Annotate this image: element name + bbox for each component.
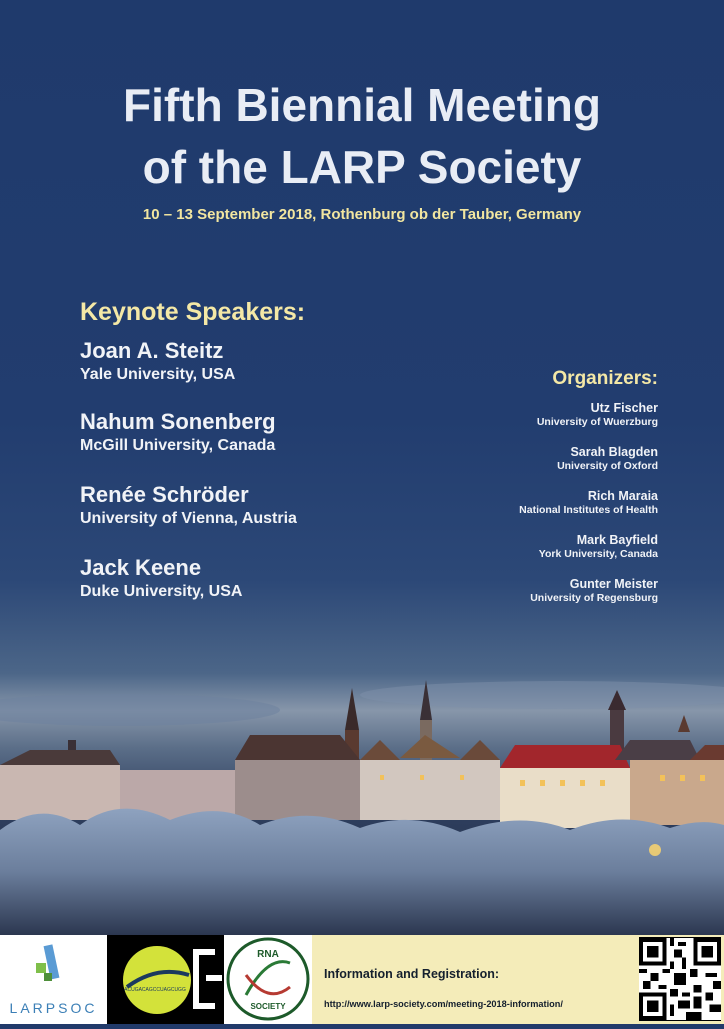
footer-bar — [0, 935, 724, 1024]
date-location: 10 – 13 September 2018, Rothenburg ob der Tauber, Germany — [142, 206, 582, 223]
speaker-name: Renée Schröder — [80, 482, 249, 507]
qr-code-icon[interactable] — [639, 937, 721, 1021]
speaker-name: Joan A. Steitz — [80, 338, 224, 363]
organizers-heading: Organizers: — [552, 368, 658, 389]
speaker-name: Jack Keene — [80, 555, 202, 580]
organizer-affiliation: York University, Canada — [538, 548, 658, 560]
info-registration-heading: Information and Registration: — [324, 967, 499, 981]
rna-society-icon — [224, 935, 312, 1024]
organizer — [519, 488, 658, 517]
title-line-2: of the LARP Society — [142, 141, 582, 193]
organizer — [530, 576, 658, 605]
title-line-1: Fifth Biennial Meeting — [123, 79, 601, 131]
keynote-heading: Keynote Speakers: — [80, 298, 306, 326]
organizer-name: Gunter Meister — [569, 577, 658, 591]
speaker-affiliation: Duke University, USA — [80, 583, 243, 600]
keynote-speaker — [80, 409, 276, 456]
keynote-speaker — [80, 482, 297, 529]
keynote-speaker — [80, 338, 235, 385]
speaker-affiliation: University of Vienna, Austria — [80, 510, 297, 527]
organizer-name: Utz Fischer — [590, 401, 658, 415]
larpsoc-logo-text: LARPSOC — [9, 1000, 98, 1016]
organizer-affiliation: University of Wuerzburg — [536, 416, 658, 428]
keynote-speaker — [80, 555, 242, 602]
organizer-affiliation: University of Oxford — [557, 460, 658, 472]
sequence-logo[interactable] — [107, 935, 224, 1024]
rna-logo-bottom-text: SOCIETY — [250, 1002, 286, 1011]
speaker-name: Nahum Sonenberg — [80, 409, 276, 434]
organizer-name: Rich Maraia — [587, 489, 658, 503]
rna-logo-top-text: RNA — [257, 949, 279, 960]
rothenburg-townscape-image — [0, 660, 724, 935]
speaker-affiliation: Yale University, USA — [80, 366, 236, 383]
larpsoc-mark-icon — [0, 935, 107, 995]
organizer-name: Mark Bayfield — [576, 533, 658, 547]
organizer-affiliation: University of Regensburg — [530, 592, 658, 604]
organizer-name: Sarah Blagden — [570, 445, 658, 459]
rna-society-logo[interactable] — [224, 935, 312, 1024]
organizer-affiliation: National Institutes of Health — [519, 504, 658, 516]
speaker-affiliation: McGill University, Canada — [80, 437, 276, 454]
organizer — [539, 532, 658, 561]
sequence-logo-icon — [107, 935, 224, 1024]
organizer — [557, 444, 658, 473]
sequence-logo-text: ACUGACAGCCUAGCUGG — [124, 987, 186, 993]
info-registration-link[interactable]: http://www.larp-society.com/meeting-2018-information/ — [324, 999, 563, 1009]
organizer — [537, 400, 658, 429]
larpsoc-logo[interactable] — [0, 935, 107, 1024]
